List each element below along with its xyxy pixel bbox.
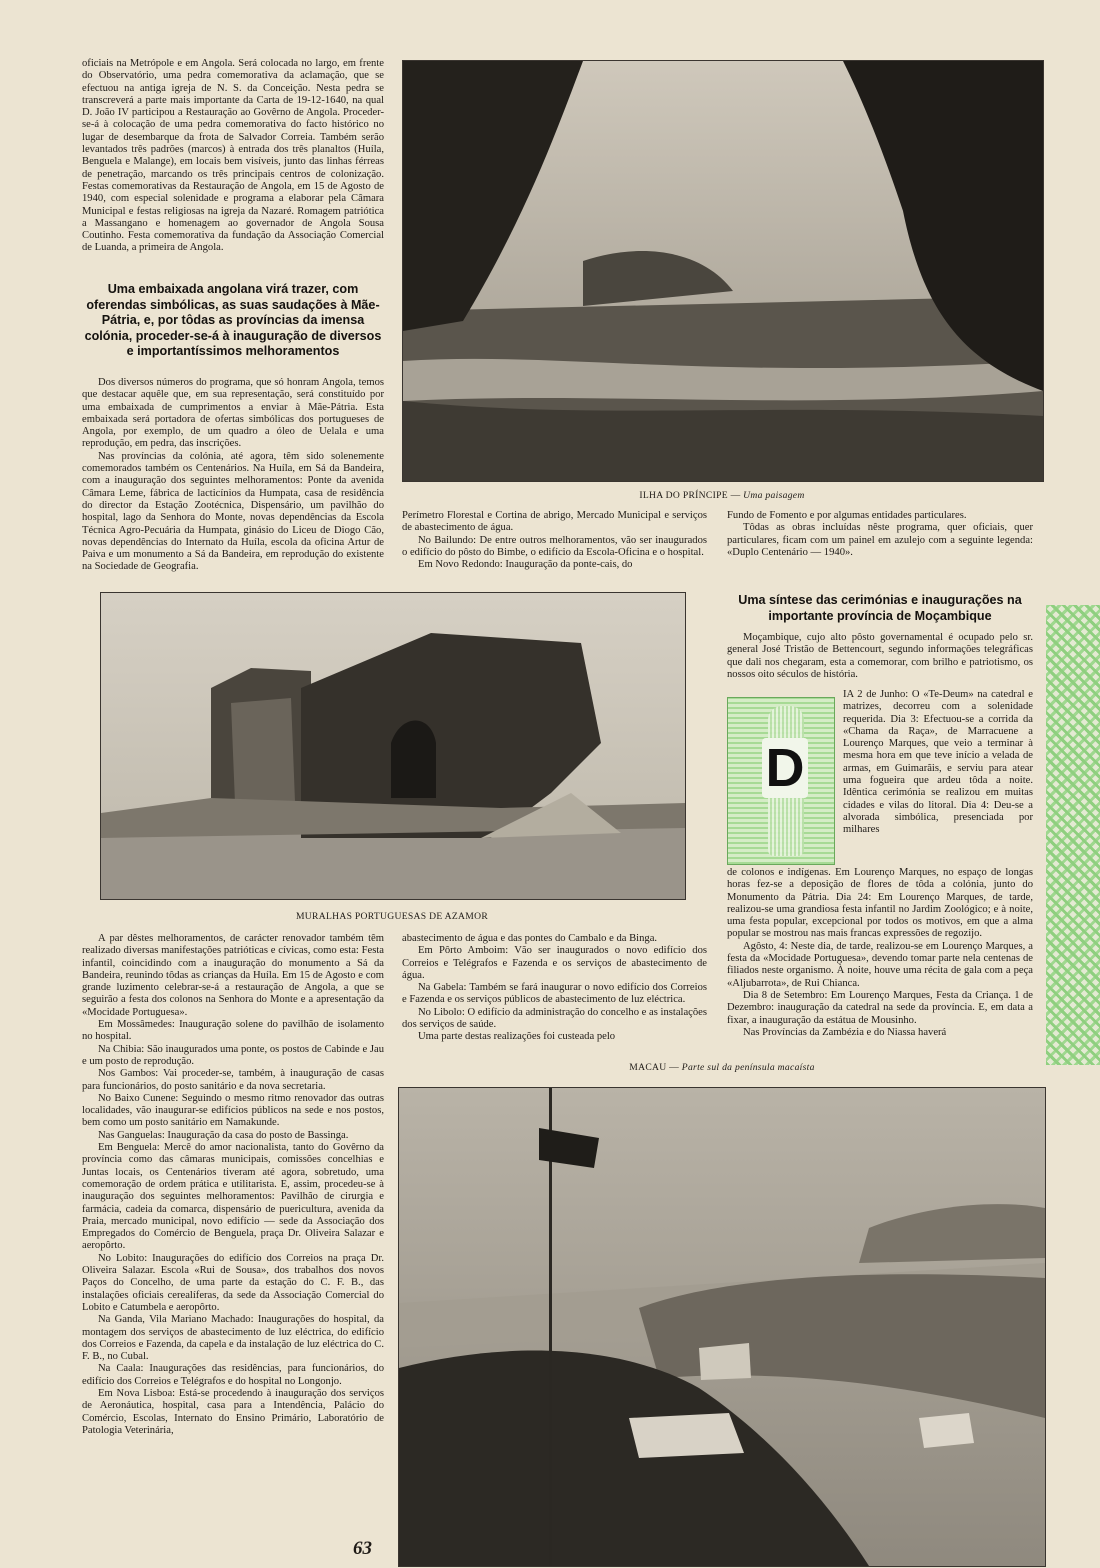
paragraph: Na Ganda, Vila Mariano Machado: Inaugurações do hospital, da montagem dos serviços de abastecimento de luz eléctrica, do edifício dos Correios e Fazenda, da capela e da instalação de luz eléctrica do C. F. B., no Cubal. bbox=[82, 1314, 384, 1363]
caption-place: MACAU bbox=[629, 1062, 667, 1073]
col3-intro-text bbox=[727, 632, 1033, 681]
caption-desc: Uma paisagem bbox=[743, 490, 805, 501]
paragraph: Uma parte destas realizações foi custeada pelo bbox=[418, 1031, 616, 1043]
paragraph: Nas províncias da colónia, até agora, têm sido solenemente comemorados também os Centenários. Na Huíla, em Sá da Bandeira, com a inauguração dos seguintes melhoramentos: Ponte da avenida Câmara Leme, fábrica de lacticínios da Humpata, casa de residência do director da Estação Zootécnica, Dispensário, um pavilhão do hospital, lago da Senhora do Monte, novas dependências da Escola Técnica Agro-Pecuária da Humpata, ginásio do Liceu de Diogo Cão, novas dependências do Internato da Huíla, escola da oficina Artur de Paiva e um monumento a Sá da Bandeira, em reprodução do existente na Sociedade de Geografia. bbox=[82, 450, 384, 573]
paragraph: IA 2 de Junho: O «Te-Deum» na catedral e matrizes, decorreu com a solenidade requerida. Dia 3: Efectuou-se a corrida da «Chama da Raça», de Marracuene a Lourenço Marques, que veio a terminar à mesma hora em que teve início a velada de armas, em Guimarãis, e serviu para atear uma fogueira que ardeu tôda a noite. Idêntica cerimónia se realizou em muitas cidades e vilas do litoral. Dia 4: Deu-se a alvorada simbólica, presenciada por milhares bbox=[843, 689, 1033, 836]
paragraph: Dos diversos números do programa, que só honram Angola, temos que destacar aquêle que, em sua representação, será constituído por uma embaixada de cumprimentos a enviar à Mãe-Pátria. Esta embaixada será portadora de ofertas simbólicas dos portugueses de Angola, por exemplo, de um quadro a óleo de Uelala e uma reprodução, em pedra, das inscrições. bbox=[82, 377, 384, 450]
paragraph: Na Chibia: São inaugurados uma ponte, os postos de Cabinde e Jau e um posto de reprodução. bbox=[82, 1043, 384, 1067]
paragraph: de colonos e indígenas. Em Lourenço Marques, no espaço de longas horas fez-se a deposição de flores de tôda a colónia, junto do Monumento da Pátria. Dia 24: Em Lourenço Marques, de tarde, realizou-se uma grandiosa festa infantil no Jardim Zoológico; e à noite, uma festa popular, excepcional por todos os motivos, em que a alma popular se mostrou nas mais francas expressões de regozijo. bbox=[727, 867, 1033, 940]
caption-azamor: MURALHAS PORTUGUESAS DE AZAMOR bbox=[295, 911, 489, 922]
paragraph: Em Benguela: Mercê do amor nacionalista, tanto do Govêrno da província como das câmaras municipais, comissões concelhias e Juntas locais, os Centenários tiveram até agora, sobretudo, uma comemoração de ordem prática e utilitarista. E, assim, procedeu-se à inauguração dos seguintes melhoramentos: Pavilhão de cirurgia e farmácia, cadeia da comarca, dispensário de puericultura, avenida da Praia, mercado municipal, novo edifício — sede da Associação dos Empregados do Comércio de Benguela, praça Dr. Oliveira Salazar e aeropôrto. bbox=[82, 1142, 384, 1252]
caption-ilha-do-principe: ILHA DO PRÍNCIPE — Uma paisagem bbox=[639, 490, 805, 501]
dropcap-ornament bbox=[727, 697, 835, 865]
paragraph: oficiais na Metrópole e em Angola. Será colocada no largo, em frente do Observatório, uma pedra comemorativa da aclamação, que se efectuou na antiga igreja de N. S. da Conceição. Nesta pedra se transcreverá a parte mais importante da Carta de 19-12-1640, na qual D. João IV participou a Restauração ao Govêrno de Angola. Proceder-se-á à colocação de uma pedra comemorativa do facto histórico no lugar de desembarque da frota de Salvador Correia. Também serão levantados três padrões (marcos) à entrada dos três planaltos (Huíla, Benguela e Malange), em locais bem visíveis, junto das linhas férreas de penetração, marcando os três principais centros de colonização. Festas comemorativas da Restauração de Angola, em 15 de Agosto de 1940, com especial solenidade e programa a elaborar pela Câmara Municipal e festas religiosas na igreja da Nazaré. Romagem patriótica a Massangano e homenagem ao governador de Angola Sousa Coutinho. Festa comemorativa da fundação da Associação Comercial de Luanda, a primeira de Angola. bbox=[82, 58, 384, 254]
heading-embaixada: Uma embaixada angolana virá trazer, com oferendas simbólicas, as suas saudações à Mãe-Pátria, e, por tôdas as províncias da imensa colónia, proceder-se-á à inauguração de diversos e importantíssimos melhoramentos bbox=[84, 282, 382, 358]
paragraph: Agôsto, 4: Neste dia, de tarde, realizou-se em Lourenço Marques, a festa da «Mocidade Portuguesa», devendo tomar parte nela centenas de filiados neste organismo. À noite, houve uma récita de gala com a peça «Aljubarrota», de Rui Chianca. bbox=[727, 940, 1033, 989]
heading-mocambique: Uma síntese das cerimónias e inaugurações na importante província de Moçambique bbox=[738, 593, 1022, 623]
decorative-stripe bbox=[1046, 605, 1100, 1065]
paragraph: Dia 8 de Setembro: Em Lourenço Marques, Festa da Criança. 1 de Dezembro: inauguração da catedral na sede da província. E, em data a fixar, a inauguração da estátua de Mousinho. bbox=[727, 989, 1033, 1026]
paragraph: abastecimento de água e das pontes do Cambalo e da Binga. bbox=[402, 933, 658, 944]
paragraph: Fundo de Fomento e por algumas entidades particulares. bbox=[727, 510, 967, 521]
col3-mid-text bbox=[727, 510, 1033, 559]
col1-bottom-text bbox=[82, 933, 384, 1437]
paragraph: Moçambique, cujo alto pôsto governamental é ocupado pelo sr. general José Tristão de Bettencourt, segundo informações telegráficas que dali nos chegaram, esta a comemorar, com brilho e patriotismo, os nossos oito séculos de história. bbox=[727, 632, 1033, 680]
col1-top-text bbox=[82, 58, 384, 255]
paragraph: Tôdas as obras incluídas nêste programa, quer oficiais, quer particulares, ficam com um painel em azulejo com a seguinte legenda: «Duplo Centenário — 1940». bbox=[727, 522, 1033, 558]
paragraph: A par dêstes melhoramentos, de carácter renovador também têm realizado diversas manifestações patrióticas e cívicas, como esta: Festa infantil, coincidindo com a inauguração do monumento a Sá da Bandeira, reunindo tôdas as crianças da Huíla. Em 15 de Agosto e com grande luzimento celebrar-se-á a restauração de Angola, a que se seguirão a festa dos colonos na Senhora do Monte e a apresentação da «Mocidade Portuguesa». bbox=[82, 933, 384, 1018]
col1-mid-text bbox=[82, 377, 384, 574]
caption-macau: MACAU — Parte sul da península macaísta bbox=[629, 1062, 815, 1073]
photo-muralhas-azamor bbox=[100, 592, 686, 900]
paragraph: Em Novo Redondo: Inauguração da ponte-cais, do bbox=[418, 559, 633, 571]
col3-drop-text bbox=[843, 689, 1033, 837]
col2-mid-text bbox=[402, 510, 707, 571]
paragraph: No Libolo: O edifício da administração do concelho e as instalações dos serviços de saúde. bbox=[402, 1006, 707, 1031]
dropcap-letter: D bbox=[762, 738, 808, 798]
caption-desc: Parte sul da península macaísta bbox=[681, 1062, 815, 1073]
paragraph: Em Nova Lisboa: Está-se procedendo à inauguração dos serviços de Aeronáutica, hospital, casa para a Intendência, Palácio do Comércio, Escolas, Internato do Ensino Primário, Laboratório de Patologia Veterinária, bbox=[82, 1387, 384, 1436]
paragraph: No Baixo Cunene: Seguindo o mesmo ritmo renovador das outras localidades, vão inaugurar-se edifícios públicos na sede e nos postos, bem como um posto sanitário em Namakunde. bbox=[82, 1092, 384, 1129]
col3-after-text bbox=[727, 867, 1033, 1039]
paragraph: Nas Províncias da Zambézia e do Niassa haverá bbox=[743, 1026, 947, 1038]
caption-place: ILHA DO PRÍNCIPE bbox=[639, 490, 728, 501]
page-number: 63 bbox=[353, 1538, 372, 1559]
paragraph: No Bailundo: De entre outros melhoramentos, vão ser inaugurados o edifício do pôsto do Bimbe, o edifício da Escola-Oficina e o hospital. bbox=[402, 534, 707, 558]
paragraph: Na Gabela: Também se fará inaugurar o novo edifício dos Correios e Fazenda e os serviços públicos de abastecimento de luz eléctrica. bbox=[402, 982, 707, 1006]
photo-ilha-do-principe bbox=[402, 60, 1044, 482]
paragraph: No Lobito: Inaugurações do edifício dos Correios na praça Dr. Oliveira Salazar. Escola «Rui de Sousa», dos trabalhos dos novos Paços do Concelho, de uma parte da estação do C. F. B., das instalações oficiais cerealíferas, da sede da Associação Comercial do Lobito e Catumbela e aeropôrto. bbox=[82, 1252, 384, 1313]
paragraph: Em Pôrto Amboim: Vão ser inaugurados o novo edifício dos Correios e Telégrafos e Fazenda e os serviços de abastecimento de água. bbox=[402, 945, 707, 981]
paragraph: Na Caala: Inaugurações das residências, para funcionários, do edifício dos Correios e Telégrafos e do hospital no Longonjo. bbox=[82, 1363, 384, 1387]
paragraph: Em Mossâmedes: Inauguração solene do pavilhão de isolamento no hospital. bbox=[82, 1019, 384, 1043]
photo-macau bbox=[398, 1087, 1046, 1567]
paragraph: Nas Ganguelas: Inauguração da casa do posto de Bassinga. bbox=[98, 1129, 349, 1141]
col2-bottom-text bbox=[402, 933, 707, 1044]
paragraph: Nos Gambos: Vai proceder-se, também, à inauguração de casas para funcionários, do posto sanitário e da nova secretaria. bbox=[82, 1068, 384, 1092]
paragraph: Perímetro Florestal e Cortina de abrigo, Mercado Municipal e serviços de abastecimento de água. bbox=[402, 510, 707, 534]
